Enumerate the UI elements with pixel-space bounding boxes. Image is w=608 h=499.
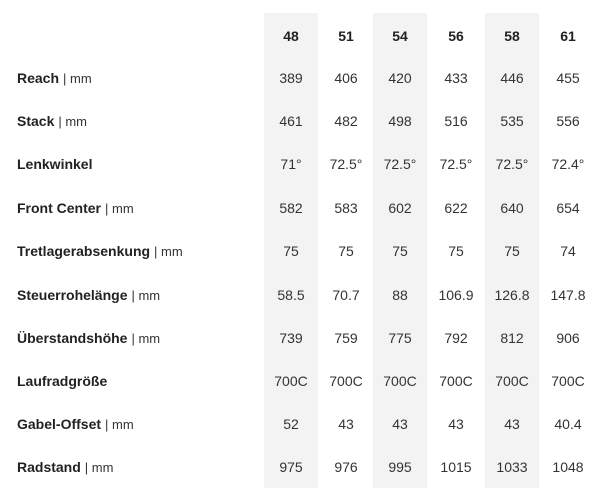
- size-header-51: 51: [338, 28, 354, 44]
- table-cell: 75: [448, 243, 464, 259]
- table-cell: 739: [279, 330, 303, 346]
- row-label-name: Tretlagerabsenkung: [17, 243, 151, 259]
- table-cell: 602: [388, 200, 412, 216]
- row-label: [17, 455, 113, 479]
- table-cell: 516: [444, 113, 468, 129]
- row-label-unit: | mm: [63, 71, 92, 86]
- table-cell: 975: [279, 459, 303, 475]
- size-header-58: 58: [504, 28, 520, 44]
- row-label: [17, 66, 92, 90]
- table-cell: 72.5°: [383, 156, 417, 172]
- row-label: [17, 326, 160, 350]
- table-cell: 43: [504, 416, 520, 432]
- row-label-name: Laufradgröße: [17, 373, 108, 389]
- table-cell: 1015: [440, 459, 472, 475]
- table-cell: 75: [504, 243, 520, 259]
- table-cell: 126.8: [494, 287, 530, 303]
- row-label: [17, 412, 134, 436]
- table-cell: 582: [279, 200, 303, 216]
- table-cell: 72.4°: [551, 156, 585, 172]
- table-cell: 72.5°: [495, 156, 529, 172]
- row-label-name: Front Center: [17, 200, 101, 216]
- size-header-48: 48: [283, 28, 299, 44]
- table-cell: 72.5°: [439, 156, 473, 172]
- table-cell: 389: [279, 70, 303, 86]
- table-cell: 498: [388, 113, 412, 129]
- table-cell: 88: [392, 287, 408, 303]
- row-label-name: Überstandshöhe: [17, 330, 128, 346]
- table-cell: 640: [500, 200, 524, 216]
- table-cell: 420: [388, 70, 412, 86]
- row-label-unit: | mm: [154, 244, 183, 259]
- table-cell: 700C: [274, 373, 308, 389]
- row-label: [17, 283, 160, 307]
- table-cell: 700C: [439, 373, 473, 389]
- table-cell: 52: [283, 416, 299, 432]
- table-cell: 700C: [495, 373, 529, 389]
- table-cell: 43: [448, 416, 464, 432]
- table-cell: 43: [392, 416, 408, 432]
- table-cell: 906: [556, 330, 580, 346]
- row-label-name: Radstand: [17, 459, 81, 475]
- row-label-unit: | mm: [131, 331, 161, 346]
- table-cell: 700C: [551, 373, 585, 389]
- row-label-unit: | mm: [131, 288, 161, 303]
- table-cell: 700C: [383, 373, 417, 389]
- table-cell: 75: [338, 243, 354, 259]
- table-cell: 1048: [552, 459, 584, 475]
- table-cell: 106.9: [438, 287, 474, 303]
- row-label-name: Steuerrohelänge: [17, 287, 128, 303]
- table-cell: 482: [334, 113, 358, 129]
- row-label-name: Lenkwinkel: [17, 156, 93, 172]
- row-label-name: Gabel-Offset: [17, 416, 102, 432]
- table-cell: 775: [388, 330, 412, 346]
- table-cell: 74: [560, 243, 576, 259]
- table-cell: 556: [556, 113, 580, 129]
- table-cell: 71°: [280, 156, 302, 172]
- table-cell: 792: [444, 330, 468, 346]
- table-cell: 433: [444, 70, 468, 86]
- size-header-61: 61: [560, 28, 576, 44]
- table-cell: 75: [392, 243, 408, 259]
- row-label-name: Reach: [17, 70, 60, 86]
- table-cell: 583: [334, 200, 358, 216]
- size-header-54: 54: [392, 28, 408, 44]
- table-cell: 43: [338, 416, 354, 432]
- table-cell: 622: [444, 200, 468, 216]
- table-cell: 700C: [329, 373, 363, 389]
- row-label: [17, 196, 134, 220]
- row-label-unit: | mm: [84, 460, 114, 475]
- row-label: [17, 109, 87, 133]
- row-label-unit: | mm: [58, 114, 88, 129]
- row-label-unit: | mm: [105, 201, 134, 216]
- table-cell: 58.5: [277, 287, 305, 303]
- table-cell: 446: [500, 70, 524, 86]
- row-label: [17, 152, 92, 176]
- table-cell: 759: [334, 330, 358, 346]
- row-label: [17, 369, 107, 393]
- table-cell: 406: [334, 70, 358, 86]
- table-cell: 995: [388, 459, 412, 475]
- row-label-unit: | mm: [105, 417, 134, 432]
- table-cell: 535: [500, 113, 524, 129]
- table-cell: 72.5°: [329, 156, 363, 172]
- table-cell: 654: [556, 200, 580, 216]
- table-cell: 455: [556, 70, 580, 86]
- table-cell: 1033: [496, 459, 528, 475]
- table-cell: 976: [334, 459, 358, 475]
- table-cell: 40.4: [554, 416, 582, 432]
- table-cell: 147.8: [550, 287, 586, 303]
- table-cell: 461: [279, 113, 303, 129]
- size-header-56: 56: [448, 28, 464, 44]
- table-cell: 812: [500, 330, 524, 346]
- row-label: [17, 239, 183, 263]
- table-cell: 75: [283, 243, 299, 259]
- row-label-name: Stack: [17, 113, 55, 129]
- table-cell: 70.7: [332, 287, 360, 303]
